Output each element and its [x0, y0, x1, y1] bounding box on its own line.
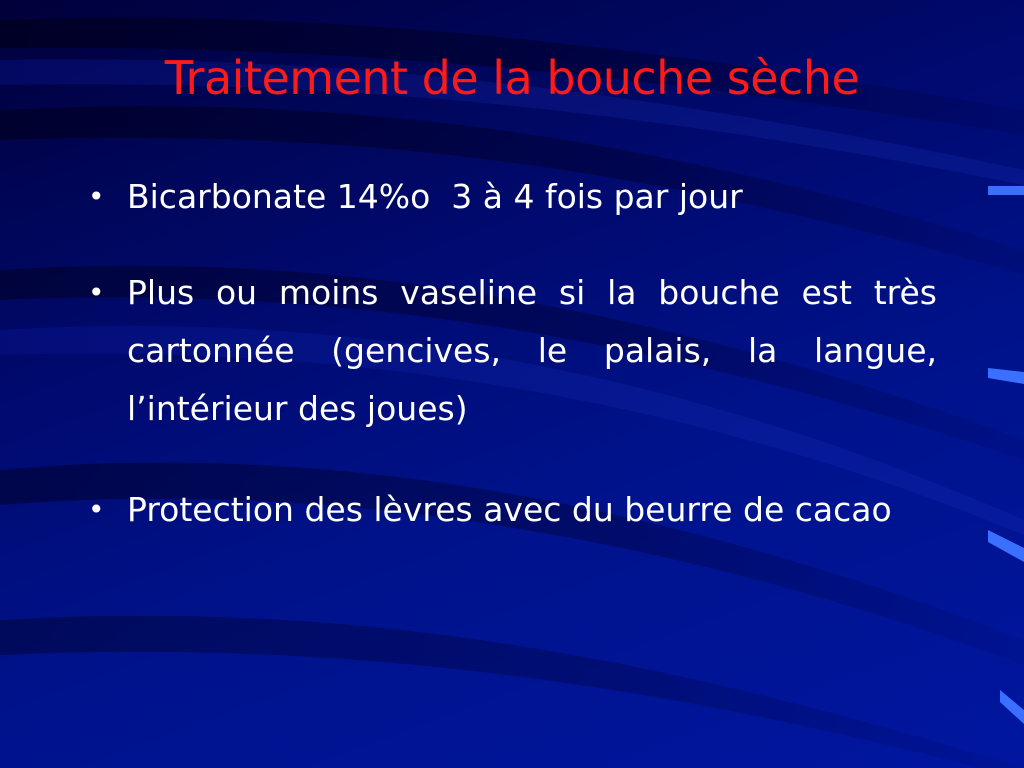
slide-title: Traitement de la bouche sèche	[164, 51, 860, 105]
bullet-item	[84, 481, 937, 539]
bullet-icon: •	[88, 180, 105, 213]
bullet-icon: •	[88, 276, 105, 309]
bullet-text: Plus ou moins vaseline si la bouche est très cartonnée (gencives, le palais, la langue, l’intérieur des joues)	[127, 273, 937, 428]
bullet-text: Protection des lèvres avec du beurre de cacao	[127, 490, 892, 529]
bullet-item	[84, 264, 937, 438]
bullet-text: Bicarbonate 14%o 3 à 4 fois par jour	[127, 177, 743, 216]
bullet-icon: •	[88, 493, 105, 526]
bullet-item	[84, 168, 937, 226]
bullet-list	[84, 168, 937, 582]
